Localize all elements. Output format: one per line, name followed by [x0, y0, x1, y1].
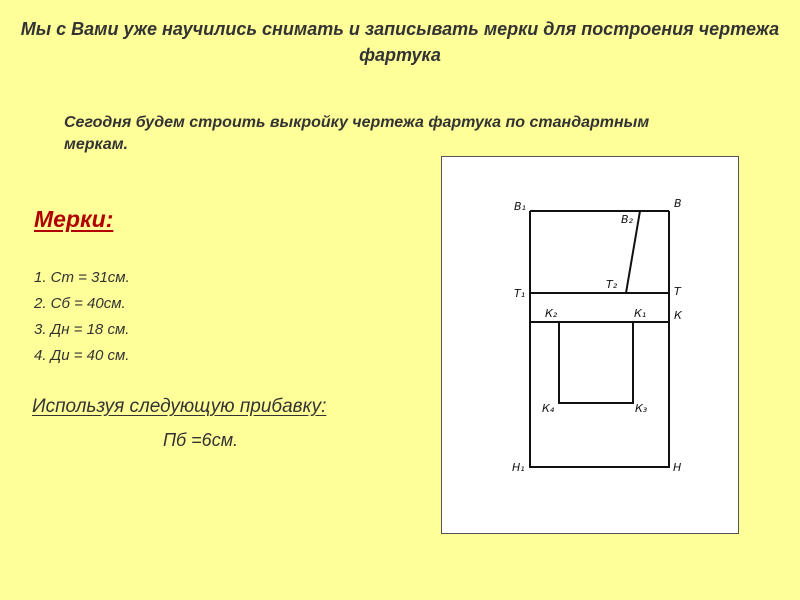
apron-pattern-drawing: [441, 156, 739, 534]
label-k1: К₁: [634, 307, 647, 320]
measurement-item: 3. Дн = 18 см.: [34, 321, 130, 338]
label-b1: В₁: [514, 200, 526, 213]
measurements-heading: Мерки:: [34, 206, 114, 232]
pocket-rect: [559, 322, 633, 403]
measurement-item: 4. Ди = 40 см.: [34, 347, 130, 364]
measurement-item: 2. Сб = 40см.: [34, 295, 126, 312]
label-t1: Т₁: [514, 287, 526, 300]
label-t: Т: [674, 285, 681, 298]
label-k2: К₂: [545, 307, 558, 320]
label-t2: Т₂: [606, 278, 618, 291]
label-h1: Н₁: [512, 461, 525, 474]
apron-pattern-svg: [442, 157, 740, 535]
lesson-subtitle: Сегодня будем строить выкройку чертежа фартука по стандартным меркам.: [64, 114, 650, 153]
measurement-item: 1. Ст = 31см.: [34, 269, 130, 286]
label-k3: К₃: [635, 402, 648, 415]
label-b2: В₂: [621, 213, 633, 226]
measurements-list: [34, 265, 130, 369]
allowance-heading: Используя следующую прибавку:: [32, 396, 327, 417]
allowance-value: Пб =6см.: [163, 430, 239, 450]
label-k: К: [674, 309, 682, 322]
page-title: Мы с Вами уже научились снимать и записывать мерки для построения чертежа фартука: [20, 19, 780, 65]
label-b: В: [674, 197, 682, 210]
label-k4: К₄: [542, 402, 555, 415]
label-h: Н: [673, 461, 682, 474]
